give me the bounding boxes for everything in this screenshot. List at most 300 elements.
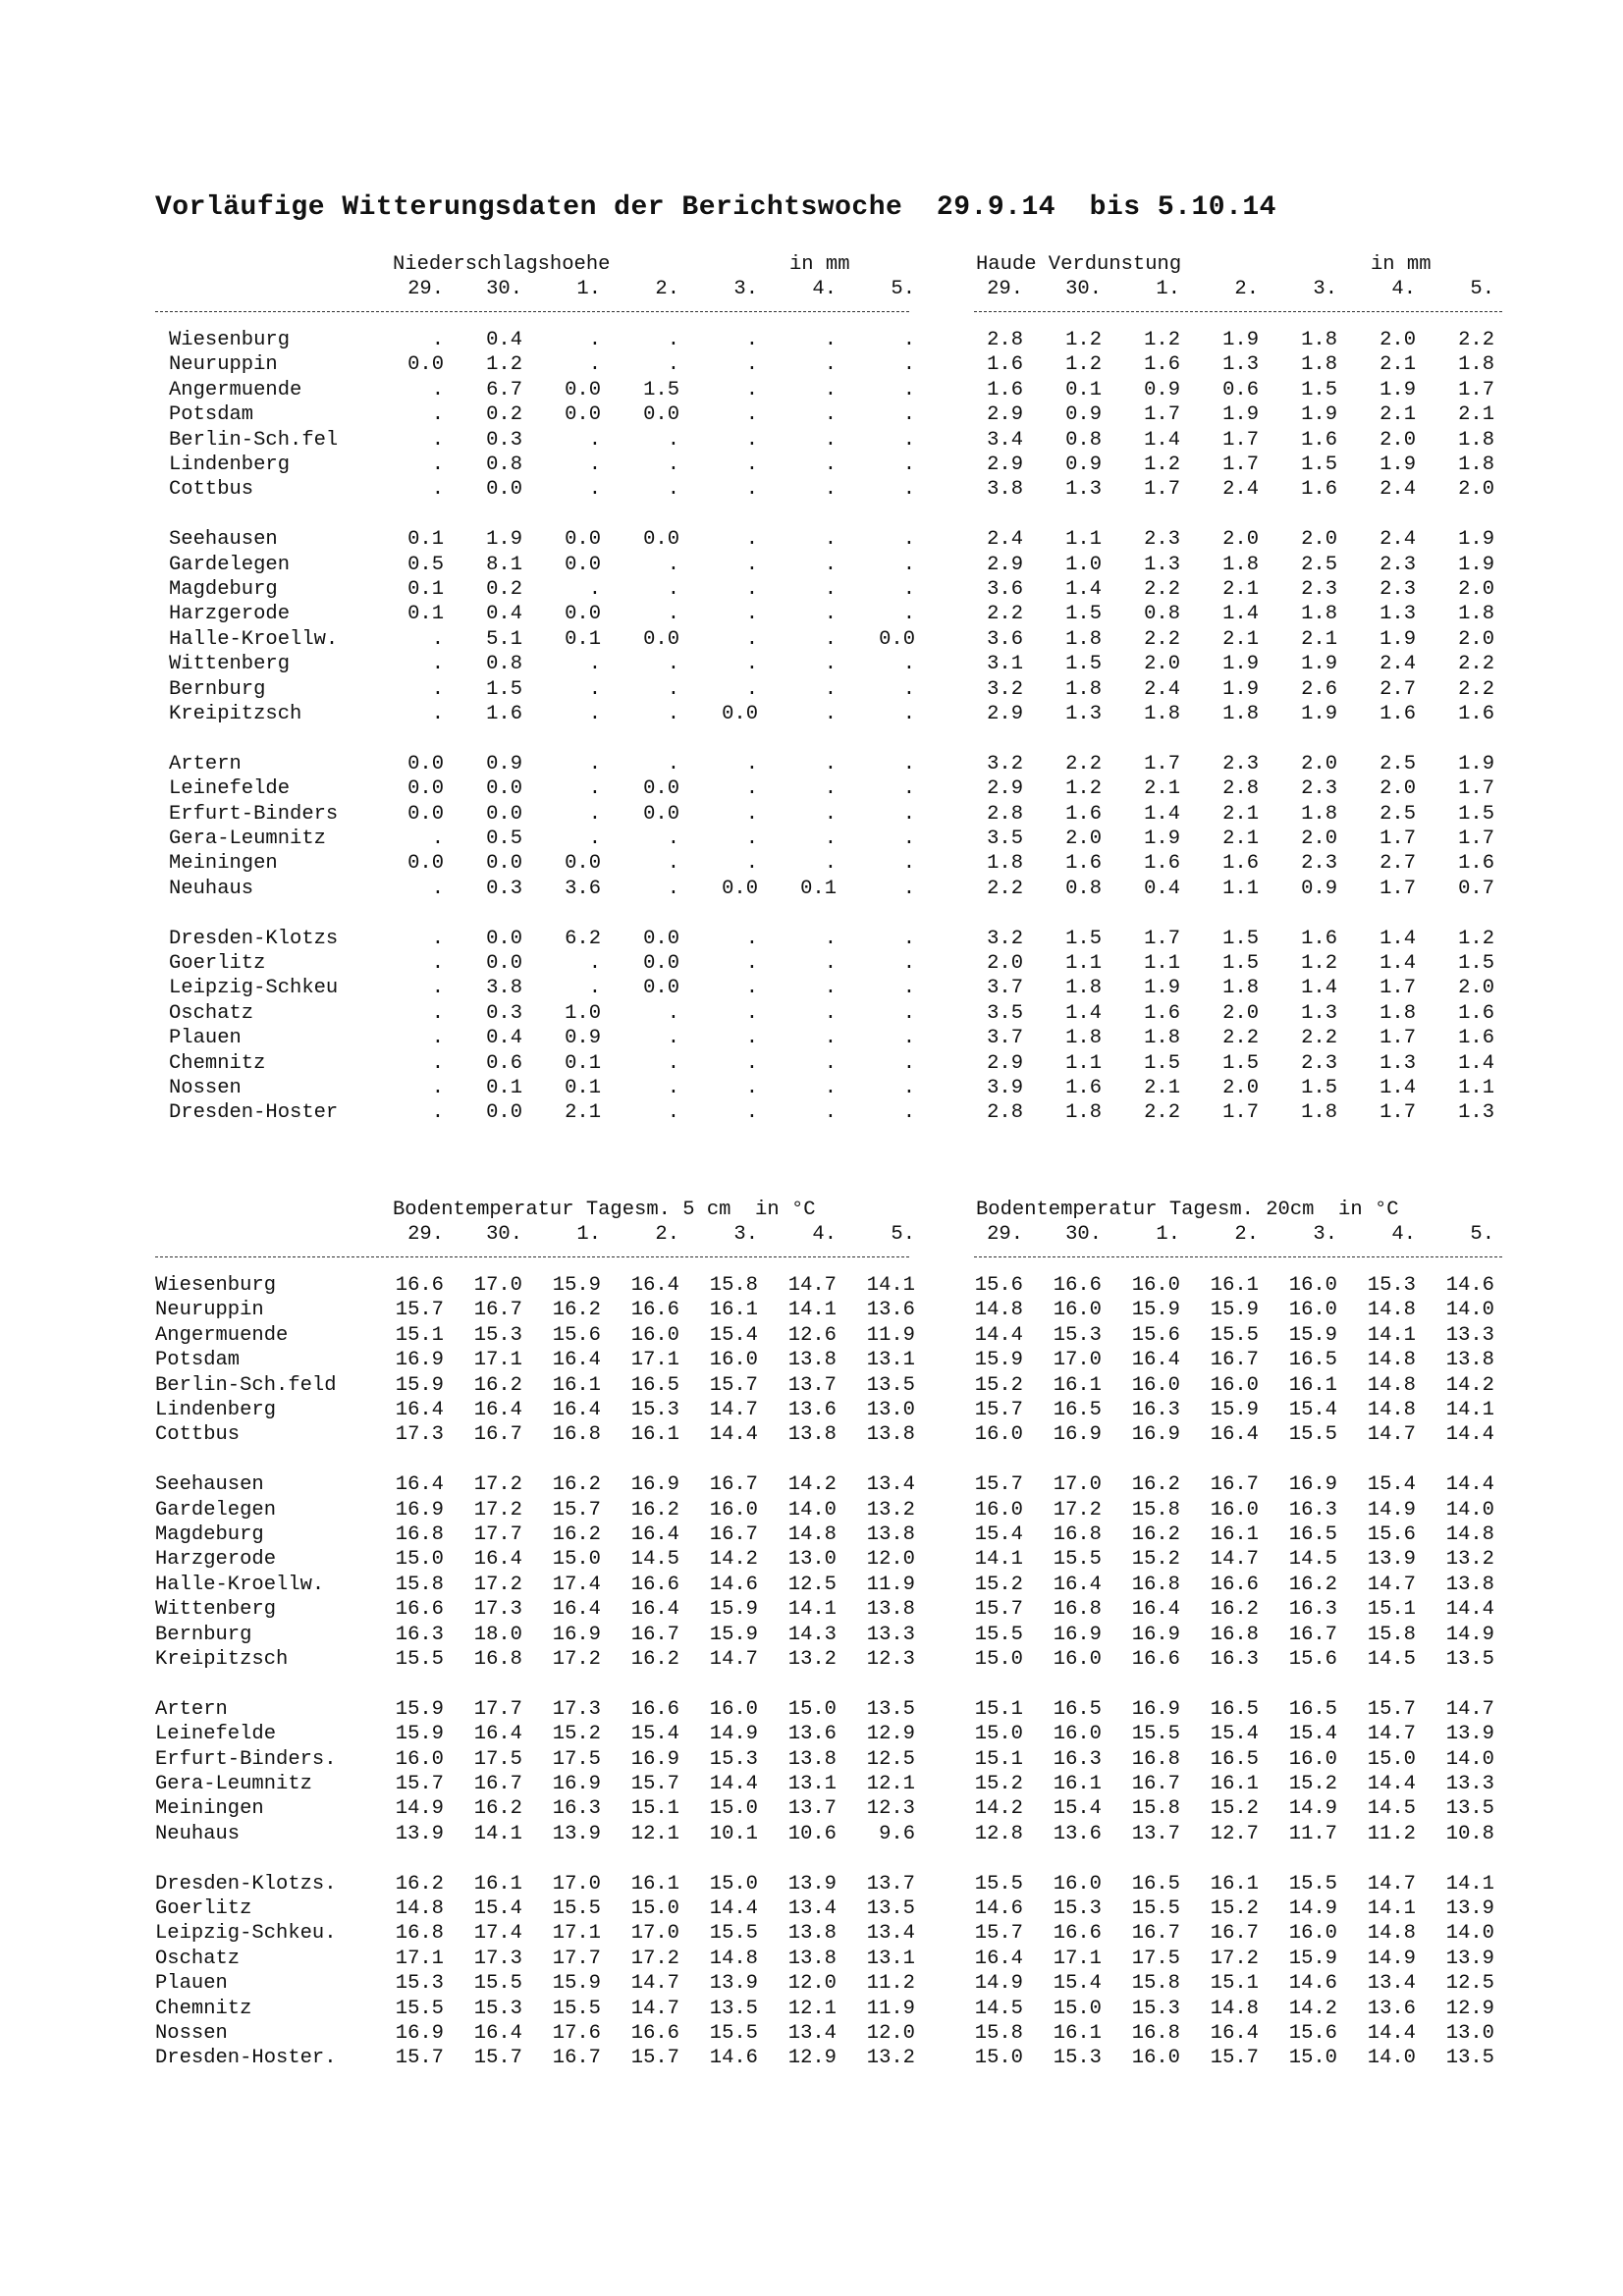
precip-evap-left-heading: Niederschlagshoehe (393, 253, 611, 276)
precip-evap-right-value: 1.6 (1065, 852, 1102, 876)
precip-evap-left-value: 0.1 (486, 1077, 522, 1099)
precip-evap-right-value: 2.3 (1301, 852, 1337, 876)
precip-evap-left-value: . (431, 1051, 444, 1075)
soil-temp-right-value: 16.3 (1288, 1498, 1337, 1522)
soil-temp-left-value: 16.4 (552, 1399, 601, 1421)
station-name: Kreipitzsch (155, 1648, 289, 1671)
precip-evap-right-value: 1.5 (1301, 454, 1337, 476)
precip-evap-right-value: 2.2 (987, 603, 1023, 626)
soil-temp-right-value: 15.7 (1367, 1697, 1416, 1721)
soil-temp-right-value: 12.8 (974, 1822, 1023, 1845)
precip-evap-right-value: 2.0 (1222, 1077, 1259, 1099)
precip-evap-right-value: 3.2 (987, 752, 1023, 775)
precip-evap-right-value: 1.2 (1065, 329, 1102, 351)
soil-temp-left-value: 14.7 (787, 1274, 837, 1297)
station-name: Dresden-Klotzs. (155, 1872, 337, 1896)
precip-evap-right-value: 1.5 (1222, 952, 1259, 975)
soil-temp-left-value: 12.9 (787, 2047, 837, 2070)
soil-temp-right-value: 15.4 (1210, 1723, 1259, 1746)
soil-temp-left-value: 15.9 (552, 1972, 601, 1996)
soil-temp-right-value: 13.7 (1131, 1822, 1180, 1845)
precip-evap-right-value: 1.7 (1380, 828, 1416, 850)
precip-evap-right-value: 2.0 (987, 952, 1023, 975)
soil-temp-right-value: 15.8 (974, 2022, 1023, 2045)
precip-evap-left-value: . (431, 828, 444, 850)
precip-evap-right-value: 1.4 (1380, 1077, 1416, 1099)
soil-temp-left-day-header: 4. (812, 1223, 837, 1246)
precip-evap-right-value: 2.5 (1301, 553, 1337, 576)
station-name: Leipzig-Schkeu. (155, 1922, 337, 1946)
precip-evap-right-value: 1.8 (1458, 603, 1494, 626)
station-name: Wittenberg (155, 1598, 277, 1622)
soil-temp-right-value: 15.7 (974, 1922, 1023, 1946)
precip-evap-right-value: 1.4 (1065, 1001, 1102, 1025)
soil-temp-right-value: 15.3 (1053, 1323, 1102, 1347)
precip-evap-left-value: . (824, 677, 837, 701)
station-name: Leinefelde (169, 777, 291, 801)
precip-evap-left-value: . (824, 1101, 837, 1125)
soil-temp-left-value: 16.9 (395, 2022, 444, 2045)
soil-temp-left-value: 13.4 (787, 2022, 837, 2045)
soil-temp-left-value: 13.2 (866, 2047, 915, 2070)
soil-temp-left-value: 15.7 (552, 1498, 601, 1522)
soil-temp-right-value: 14.0 (1445, 1922, 1494, 1946)
soil-temp-right-value: 14.1 (1367, 1897, 1416, 1920)
soil-temp-right-value: 16.0 (1288, 1299, 1337, 1322)
precip-evap-left-value: . (902, 877, 915, 900)
precip-evap-left-value: 0.0 (407, 752, 444, 775)
soil-temp-left-value: 14.2 (787, 1473, 837, 1497)
soil-temp-right-value: 16.5 (1053, 1697, 1102, 1721)
precip-evap-left-day-header: 5. (891, 278, 915, 300)
precip-evap-right-value: 2.9 (987, 1051, 1023, 1075)
soil-temp-left-value: 16.4 (552, 1598, 601, 1622)
soil-temp-left-value: 17.2 (473, 1473, 522, 1497)
precip-evap-left-value: . (902, 603, 915, 626)
soil-temp-right-value: 16.8 (1131, 1573, 1180, 1596)
precip-evap-right-value: 2.0 (1301, 752, 1337, 775)
precip-evap-left-value: 0.5 (486, 828, 522, 850)
precip-evap-left-value: . (588, 777, 601, 801)
soil-temp-right-value: 14.2 (1288, 1997, 1337, 2020)
precip-evap-right-value: 1.7 (1458, 777, 1494, 801)
soil-temp-right-value: 16.0 (1053, 1648, 1102, 1671)
soil-temp-left-value: 16.6 (630, 1573, 679, 1596)
precip-evap-right-value: 1.1 (1144, 952, 1180, 975)
soil-temp-right-value: 15.4 (1288, 1723, 1337, 1746)
precip-evap-left-value: . (902, 478, 915, 502)
precip-evap-right-value: 2.2 (987, 877, 1023, 900)
precip-evap-right-value: 1.7 (1144, 752, 1180, 775)
precip-evap-left-value: . (431, 428, 444, 452)
precip-evap-left-value: . (431, 478, 444, 502)
soil-temp-right-value: 16.0 (1053, 1299, 1102, 1322)
precip-evap-left-value: . (824, 952, 837, 975)
precip-evap-left-value: . (824, 1077, 837, 1099)
precip-evap-right-unit: in mm (1371, 253, 1432, 276)
precip-evap-right-value: 0.8 (1144, 603, 1180, 626)
soil-temp-left-value: 13.5 (866, 1373, 915, 1397)
soil-temp-right-day-header: 2. (1234, 1223, 1259, 1246)
precip-evap-left-value: . (588, 802, 601, 826)
precip-evap-right-value: 2.0 (1222, 1001, 1259, 1025)
precip-evap-right-day-header: 1. (1156, 278, 1180, 300)
precip-evap-right-value: 1.3 (1065, 478, 1102, 502)
soil-temp-right-value: 16.1 (1210, 1523, 1259, 1546)
soil-temp-left-value: 13.5 (866, 1697, 915, 1721)
soil-temp-right-value: 15.8 (1131, 1498, 1180, 1522)
soil-temp-right-value: 13.9 (1367, 1548, 1416, 1572)
soil-temp-right-value: 14.9 (1288, 1797, 1337, 1821)
soil-temp-left-value: 11.2 (866, 1972, 915, 1996)
precip-evap-left-value: 1.5 (486, 677, 522, 701)
precip-evap-left-value: . (902, 1001, 915, 1025)
soil-temp-right-value: 16.5 (1288, 1697, 1337, 1721)
precip-evap-left-value: . (824, 703, 837, 725)
precip-evap-right-value: 2.2 (1144, 1101, 1180, 1125)
soil-temp-left-value: 17.1 (552, 1922, 601, 1946)
soil-temp-right-day-header: 29. (987, 1223, 1023, 1246)
soil-temp-left-day-header: 30. (486, 1223, 522, 1246)
soil-temp-left-value: 15.2 (552, 1723, 601, 1746)
soil-temp-right-value: 16.4 (1131, 1349, 1180, 1372)
soil-temp-left-value: 12.6 (787, 1323, 837, 1347)
soil-temp-left-value: 16.1 (473, 1872, 522, 1896)
precip-evap-right-value: 1.9 (1222, 403, 1259, 427)
precip-evap-left-value: . (431, 1077, 444, 1099)
station-name: Meiningen (155, 1797, 264, 1821)
precip-evap-right-value: 1.5 (1222, 927, 1259, 950)
soil-temp-right-divider (974, 1256, 1502, 1257)
soil-temp-right-value: 16.9 (1131, 1623, 1180, 1646)
station-name: Magdeburg (155, 1523, 264, 1546)
precip-evap-right-value: 1.7 (1380, 877, 1416, 900)
soil-temp-right-value: 14.8 (1367, 1299, 1416, 1322)
precip-evap-left-value: . (588, 428, 601, 452)
precip-evap-right-value: 1.7 (1144, 478, 1180, 502)
soil-temp-left-value: 15.7 (709, 1373, 758, 1397)
precip-evap-left-value: . (824, 329, 837, 351)
soil-temp-right-value: 15.3 (1053, 1897, 1102, 1920)
soil-temp-left-value: 17.7 (473, 1697, 522, 1721)
soil-temp-right-value: 14.2 (1445, 1373, 1494, 1397)
precip-evap-left-value: . (902, 952, 915, 975)
station-name: Halle-Kroellw. (155, 1573, 325, 1596)
precip-evap-left-value: . (824, 1027, 837, 1050)
soil-temp-left-value: 10.6 (787, 1822, 837, 1845)
soil-temp-left-value: 12.5 (787, 1573, 837, 1596)
soil-temp-left-value: 15.3 (473, 1323, 522, 1347)
soil-temp-left-value: 17.6 (552, 2022, 601, 2045)
soil-temp-left-value: 13.9 (709, 1972, 758, 1996)
precip-evap-left-value: 0.1 (565, 1051, 601, 1075)
precip-evap-right-value: 1.2 (1144, 454, 1180, 476)
soil-temp-left-value: 13.4 (866, 1922, 915, 1946)
soil-temp-right-value: 15.4 (974, 1523, 1023, 1546)
precip-evap-right-value: 2.0 (1458, 627, 1494, 651)
precip-evap-right-value: 3.4 (987, 428, 1023, 452)
soil-temp-right-value: 16.4 (1210, 1423, 1259, 1447)
precip-evap-left-value: 0.0 (486, 777, 522, 801)
station-name: Gera-Leumnitz (155, 1773, 312, 1795)
soil-temp-left-value: 15.4 (473, 1897, 522, 1920)
soil-temp-left-value: 16.4 (395, 1399, 444, 1421)
precip-evap-left-value: . (667, 852, 679, 876)
soil-temp-left-value: 17.3 (395, 1423, 444, 1447)
precip-evap-left-value: . (667, 828, 679, 850)
soil-temp-right-value: 15.2 (1210, 1897, 1259, 1920)
precip-evap-left-value: . (745, 653, 758, 676)
precip-evap-left-value: 0.1 (565, 1077, 601, 1099)
soil-temp-left-value: 16.4 (395, 1473, 444, 1497)
soil-temp-left-value: 17.1 (630, 1349, 679, 1372)
precip-evap-right-value: 2.4 (1380, 478, 1416, 502)
precip-evap-right-value: 1.8 (1301, 329, 1337, 351)
soil-temp-right-value: 13.9 (1445, 1723, 1494, 1746)
soil-temp-left-value: 16.6 (630, 1697, 679, 1721)
station-name: Berlin-Sch.fel (169, 428, 339, 452)
soil-temp-left-value: 15.5 (709, 2022, 758, 2045)
precip-evap-right-value: 1.6 (1301, 428, 1337, 452)
precip-evap-right-value: 1.9 (1222, 653, 1259, 676)
station-name: Chemnitz (155, 1997, 252, 2020)
precip-evap-right-value: 1.7 (1458, 828, 1494, 850)
soil-temp-left-value: 16.2 (552, 1523, 601, 1546)
soil-temp-right-value: 13.2 (1445, 1548, 1494, 1572)
soil-temp-right-value: 14.7 (1367, 1573, 1416, 1596)
precip-evap-left-value: 0.0 (565, 852, 601, 876)
soil-temp-right-value: 15.2 (974, 1373, 1023, 1397)
soil-temp-left-value: 15.0 (630, 1897, 679, 1920)
precip-evap-right-value: 1.3 (1380, 603, 1416, 626)
station-name: Leinefelde (155, 1723, 277, 1746)
soil-temp-right-value: 14.8 (1367, 1373, 1416, 1397)
precip-evap-right-value: 1.8 (1301, 1101, 1337, 1125)
soil-temp-left-value: 11.9 (866, 1573, 915, 1596)
precip-evap-right-value: 1.7 (1144, 927, 1180, 950)
soil-temp-right-value: 16.9 (1053, 1623, 1102, 1646)
soil-temp-right-value: 13.9 (1445, 1947, 1494, 1970)
page-title: Vorläufige Witterungsdaten der Berichtswoche 29.9.14 bis 5.10.14 (155, 192, 1276, 223)
soil-temp-right-value: 15.6 (1367, 1523, 1416, 1546)
station-name: Artern (169, 752, 242, 775)
soil-temp-left-value: 16.8 (395, 1922, 444, 1946)
precip-evap-right-value: 2.9 (987, 703, 1023, 725)
soil-temp-right-value: 16.1 (1210, 1872, 1259, 1896)
soil-temp-left-day-header: 3. (733, 1223, 758, 1246)
soil-temp-right-value: 15.5 (1131, 1897, 1180, 1920)
precip-evap-left-value: 0.2 (486, 403, 522, 427)
soil-temp-right-value: 16.0 (974, 1498, 1023, 1522)
soil-temp-right-value: 16.1 (1053, 2022, 1102, 2045)
soil-temp-right-day-header: 5. (1470, 1223, 1494, 1246)
soil-temp-left-value: 16.3 (395, 1623, 444, 1646)
soil-temp-right-value: 16.9 (1131, 1423, 1180, 1447)
precip-evap-left-value: . (667, 1051, 679, 1075)
precip-evap-left-value: 0.0 (486, 1101, 522, 1125)
soil-temp-left-value: 13.5 (709, 1997, 758, 2020)
precip-evap-left-value: . (431, 454, 444, 476)
soil-temp-right-value: 14.0 (1445, 1299, 1494, 1322)
soil-temp-left-value: 15.4 (709, 1323, 758, 1347)
soil-temp-left-value: 16.2 (630, 1648, 679, 1671)
precip-evap-left-unit: in mm (789, 253, 850, 276)
station-name: Lindenberg (155, 1399, 277, 1421)
soil-temp-right-value: 16.5 (1288, 1349, 1337, 1372)
precip-evap-left-value: . (667, 653, 679, 676)
precip-evap-left-value: . (902, 977, 915, 1000)
precip-evap-left-value: . (667, 877, 679, 900)
soil-temp-left-value: 15.5 (552, 1997, 601, 2020)
soil-temp-right-value: 15.3 (1367, 1274, 1416, 1297)
precip-evap-right-value: 2.2 (1301, 1027, 1337, 1050)
soil-temp-right-value: 15.4 (1367, 1473, 1416, 1497)
precip-evap-left-value: 0.0 (486, 478, 522, 502)
precip-evap-right-value: 2.5 (1380, 752, 1416, 775)
station-name: Erfurt-Binders. (155, 1747, 337, 1771)
station-name: Halle-Kroellw. (169, 627, 339, 651)
precip-evap-left-value: . (588, 828, 601, 850)
soil-temp-left-value: 15.0 (709, 1872, 758, 1896)
soil-temp-left-value: 12.3 (866, 1648, 915, 1671)
precip-evap-left-value: . (745, 952, 758, 975)
precip-evap-left-value: 0.0 (486, 852, 522, 876)
station-name: Cottbus (155, 1423, 241, 1447)
soil-temp-right-value: 14.8 (1445, 1523, 1494, 1546)
soil-temp-left-value: 14.9 (709, 1723, 758, 1746)
soil-temp-left-value: 14.1 (866, 1274, 915, 1297)
soil-temp-left-value: 15.7 (630, 1773, 679, 1795)
station-name: Potsdam (169, 403, 254, 427)
soil-temp-right-value: 14.8 (1210, 1997, 1259, 2020)
soil-temp-right-value: 14.1 (1445, 1872, 1494, 1896)
soil-temp-left-value: 16.4 (630, 1598, 679, 1622)
station-name: Wiesenburg (155, 1274, 277, 1297)
precip-evap-left-value: . (824, 828, 837, 850)
precip-evap-right-value: 1.7 (1380, 1027, 1416, 1050)
precip-evap-left-value: . (667, 454, 679, 476)
station-name: Oschatz (155, 1947, 241, 1970)
precip-evap-left-value: . (745, 977, 758, 1000)
precip-evap-left-value: 0.0 (879, 627, 915, 651)
precip-evap-right-value: 1.8 (1222, 703, 1259, 725)
precip-evap-right-value: 1.6 (1144, 852, 1180, 876)
soil-temp-left-value: 9.6 (879, 1822, 915, 1845)
soil-temp-right-value: 16.4 (1053, 1573, 1102, 1596)
soil-temp-left-value: 14.7 (709, 1399, 758, 1421)
precip-evap-right-value: 2.9 (987, 553, 1023, 576)
soil-temp-left-value: 16.7 (552, 2047, 601, 2070)
precip-evap-left-value: . (824, 403, 837, 427)
soil-temp-right-value: 17.2 (1210, 1947, 1259, 1970)
soil-temp-left-value: 17.4 (473, 1922, 522, 1946)
soil-temp-left-value: 16.8 (473, 1648, 522, 1671)
precip-evap-right-value: 1.1 (1065, 952, 1102, 975)
precip-evap-right-value: 1.6 (1301, 927, 1337, 950)
soil-temp-right-value: 15.7 (974, 1598, 1023, 1622)
precip-evap-right-value: 2.2 (1144, 578, 1180, 601)
precip-evap-left-value: . (824, 653, 837, 676)
station-name: Artern (155, 1697, 228, 1721)
precip-evap-left-value: . (431, 627, 444, 651)
soil-temp-left-value: 17.7 (473, 1523, 522, 1546)
precip-evap-right-value: 3.6 (987, 627, 1023, 651)
soil-temp-right-value: 14.7 (1445, 1697, 1494, 1721)
soil-temp-right-value: 14.9 (1367, 1498, 1416, 1522)
soil-temp-left-value: 14.6 (709, 1573, 758, 1596)
soil-temp-left-value: 13.4 (866, 1473, 915, 1497)
precip-evap-right-value: 1.7 (1222, 1101, 1259, 1125)
precip-evap-left-value: 1.9 (486, 528, 522, 552)
soil-temp-left-value: 14.7 (630, 1972, 679, 1996)
soil-temp-right-value: 16.7 (1131, 1773, 1180, 1795)
precip-evap-left-value: 0.9 (486, 752, 522, 775)
soil-temp-left-value: 14.6 (709, 2047, 758, 2070)
station-name: Meiningen (169, 852, 278, 876)
soil-temp-left-value: 15.9 (552, 1274, 601, 1297)
precip-evap-right-value: 1.3 (1144, 553, 1180, 576)
soil-temp-left-value: 16.2 (473, 1797, 522, 1821)
soil-temp-left-value: 16.1 (709, 1299, 758, 1322)
precip-evap-left-value: . (588, 977, 601, 1000)
soil-temp-right-value: 14.4 (1445, 1473, 1494, 1497)
soil-temp-left-value: 13.8 (866, 1423, 915, 1447)
station-name: Bernburg (169, 677, 266, 701)
precip-evap-right-value: 1.5 (1065, 653, 1102, 676)
station-name: Oschatz (169, 1001, 254, 1025)
precip-evap-right-value: 0.9 (1065, 403, 1102, 427)
soil-temp-left-value: 16.4 (473, 1399, 522, 1421)
soil-temp-right-value: 16.7 (1210, 1349, 1259, 1372)
precip-evap-left-value: 0.8 (486, 653, 522, 676)
soil-temp-right-value: 15.8 (1131, 1797, 1180, 1821)
precip-evap-left-value: . (588, 703, 601, 725)
precip-evap-left-value: . (431, 877, 444, 900)
precip-evap-right-value: 3.5 (987, 828, 1023, 850)
precip-evap-left-value: . (667, 703, 679, 725)
precip-evap-right-value: 1.7 (1222, 428, 1259, 452)
soil-temp-right-value: 16.2 (1210, 1598, 1259, 1622)
soil-temp-left-value: 15.4 (630, 1723, 679, 1746)
soil-temp-right-value: 14.8 (974, 1299, 1023, 1322)
soil-temp-right-value: 15.2 (1131, 1548, 1180, 1572)
precip-evap-right-value: 1.2 (1065, 353, 1102, 377)
soil-temp-left-value: 14.8 (395, 1897, 444, 1920)
station-name: Wittenberg (169, 653, 291, 676)
precip-evap-left-value: 0.2 (486, 578, 522, 601)
precip-evap-left-day-header: 29. (407, 278, 444, 300)
precip-evap-right-value: 2.9 (987, 777, 1023, 801)
precip-evap-right-value: 2.7 (1380, 852, 1416, 876)
soil-temp-right-value: 16.3 (1053, 1747, 1102, 1771)
soil-temp-left-value: 14.5 (630, 1548, 679, 1572)
station-name: Angermuende (155, 1323, 289, 1347)
soil-temp-left-value: 13.8 (787, 1922, 837, 1946)
precip-evap-left-value: . (745, 802, 758, 826)
precip-evap-right-value: 1.4 (1144, 802, 1180, 826)
soil-temp-left-value: 15.7 (473, 2047, 522, 2070)
soil-temp-right-value: 16.2 (1131, 1473, 1180, 1497)
station-name: Gardelegen (169, 553, 291, 576)
precip-evap-right-value: 1.8 (987, 852, 1023, 876)
precip-evap-right-value: 2.8 (987, 329, 1023, 351)
soil-temp-right-value: 15.9 (1210, 1399, 1259, 1421)
precip-evap-left-value: . (824, 578, 837, 601)
soil-temp-right-value: 16.8 (1053, 1523, 1102, 1546)
soil-temp-left-value: 15.8 (709, 1274, 758, 1297)
station-name: Lindenberg (169, 454, 291, 476)
soil-temp-left-value: 17.3 (552, 1697, 601, 1721)
